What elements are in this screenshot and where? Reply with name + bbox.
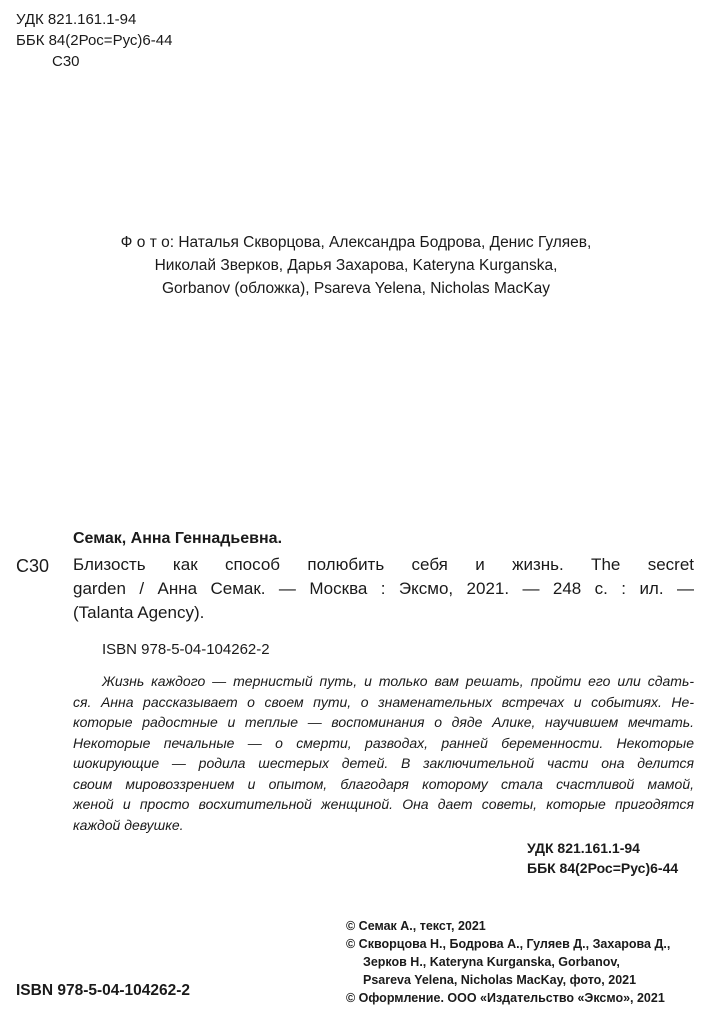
annotation-line: Некоторые печальные — о смерти, разводах, ранней беременности. Некоторые bbox=[73, 734, 694, 751]
title-line: garden / Анна Семак. — Москва : Эксмо, 2021. — 248 с. : ил. — bbox=[73, 579, 694, 598]
udk-code: УДК 821.161.1-94 bbox=[527, 840, 640, 856]
bibliographic-title bbox=[73, 553, 694, 625]
annotation-line: женой и просто восхитительной женщиной. Она дает советы, которые пригодятся bbox=[73, 796, 694, 812]
bbk-code: ББК 84(2Рос=Рус)6-44 bbox=[16, 32, 173, 49]
bibliographic-isbn: ISBN 978-5-04-104262-2 bbox=[102, 641, 270, 658]
classification-header bbox=[16, 9, 172, 72]
annotation-line: каждой девушке. bbox=[73, 816, 184, 833]
copyright-line: © Семак А., текст, 2021 bbox=[346, 919, 486, 933]
annotation-line: шокирующие — родила шестерых детей. В заключительной части она делится bbox=[73, 755, 694, 771]
photo-credits-line: Gorbanov (обложка), Psareva Yelena, Nicholas MacKay bbox=[162, 280, 550, 297]
copyright-line: Psareva Yelena, Nicholas MacKay, фото, 2021 bbox=[363, 973, 637, 987]
bibliographic-author-mark: С30 bbox=[16, 556, 50, 576]
classification-footer bbox=[527, 838, 678, 878]
udk-code: УДК 821.161.1-94 bbox=[16, 11, 137, 28]
annotation-line: ся. Анна рассказывает о своем пути, о знаменательных встречах и событиях. Не- bbox=[73, 693, 694, 710]
copyright-line: © Скворцова Н., Бодрова А., Гуляев Д., Захарова Д., bbox=[346, 937, 671, 951]
isbn-footer: ISBN 978-5-04-104262-2 bbox=[16, 982, 191, 999]
photo-credits-line: Ф о т о: Наталья Скворцова, Александра Бодрова, Денис Гуляев, bbox=[120, 234, 592, 251]
annotation bbox=[73, 671, 694, 835]
title-line: (Talanta Agency). bbox=[73, 603, 205, 622]
photo-credits-line: Николай Зверков, Дарья Захарова, Kateryna Kurganska, bbox=[154, 257, 558, 274]
bibliographic-author: Семак, Анна Геннадьевна. bbox=[73, 530, 283, 547]
annotation-line: своим мировоззрением и опытом, благодаря которому стала счастливой мамой, bbox=[73, 775, 694, 792]
photo-credits bbox=[50, 231, 662, 300]
author-mark: С30 bbox=[52, 53, 80, 70]
annotation-line: которые радостные и теплые — воспоминания о дяде Алике, научившем мечтать. bbox=[73, 714, 694, 730]
annotation-line: Жизнь каждого — тернистый путь, и только вам решать, пройти его или сдать- bbox=[102, 673, 694, 689]
copyright-line: Зерков Н., Kateryna Kurganska, Gorbanov, bbox=[363, 955, 620, 969]
copyright-line: © Оформление. ООО «Издательство «Эксмо», 2021 bbox=[346, 991, 665, 1005]
copyright-notice bbox=[346, 917, 670, 1007]
title-line: Близость как способ полюбить себя и жизнь. The secret bbox=[73, 555, 694, 574]
bbk-code: ББК 84(2Рос=Рус)6-44 bbox=[527, 860, 679, 876]
